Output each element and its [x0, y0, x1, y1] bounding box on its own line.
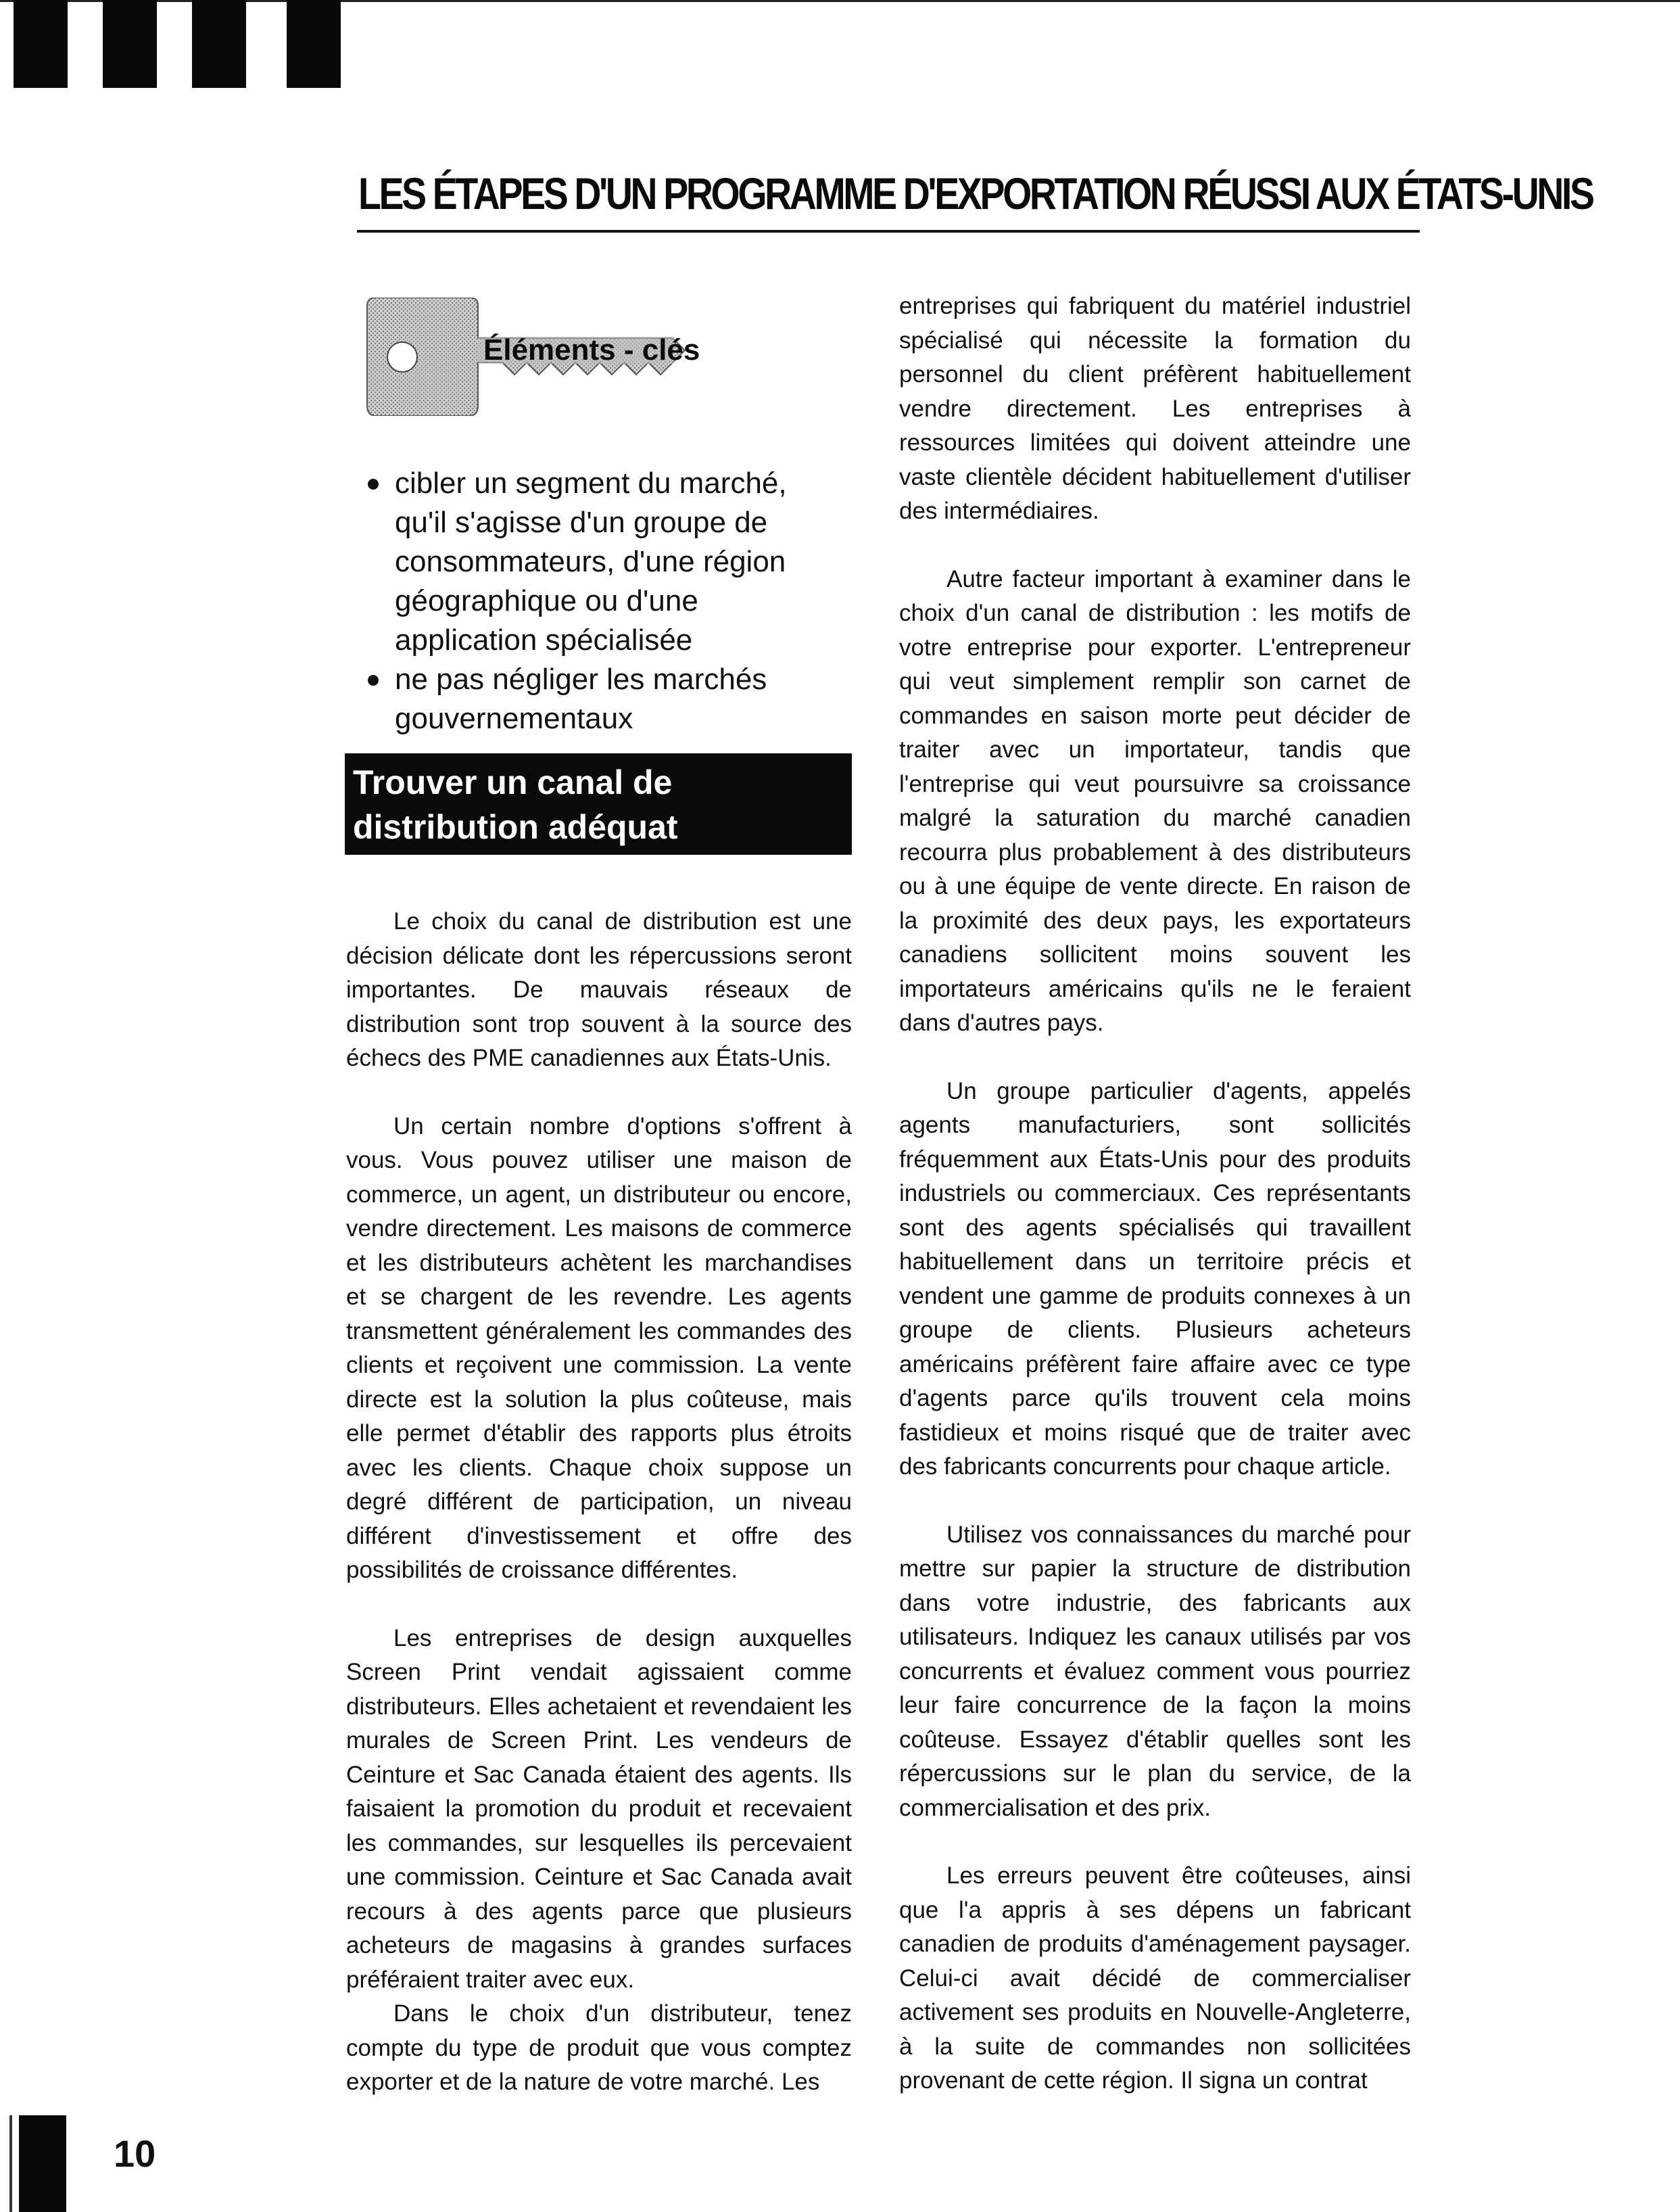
paragraph: entreprises qui fabriquent du matériel industriel spécialisé qui nécessite la formation du personnel du client préfèrent habituellement vendre directement. Les entreprises à ressources limitées qui doivent atteindre une vaste clientèle décident habituellement d'utiliser des intermédiaires.: [899, 293, 1411, 524]
list-item-text: cibler un segment du marché, qu'il s'agisse d'un groupe de consommateurs, d'une région géographique ou d'une application spécialisée: [395, 467, 787, 657]
page-heading: LES ÉTAPES D'UN PROGRAMME D'EXPORTATION RÉUSSI AUX ÉTATS-UNIS: [358, 168, 1593, 218]
list-item: [365, 464, 838, 660]
left-column: [346, 905, 852, 2134]
list-item-text: ne pas négliger les marchés gouvernementaux: [395, 663, 767, 735]
header-tab-block: [192, 0, 246, 88]
paragraph: Le choix du canal de distribution est une décision délicate dont les répercussions seront importantes. De mauvais réseaux de distribution sont trop souvent à la source des échecs des PME canadiennes aux États-Unis.: [346, 908, 852, 1071]
top-rule: [0, 0, 1680, 2]
header-tab-block: [103, 0, 157, 88]
paragraph: Dans le choix d'un distributeur, tenez compte du type de produit que vous comptez exporter et de la nature de votre marché. Les: [346, 2000, 852, 2095]
heading-rule: [357, 230, 1420, 233]
section-title: Trouver un canal de distribution adéquat: [345, 753, 852, 855]
paragraph: Les entreprises de design auxquelles Screen Print vendait agissaient comme distributeurs. Elles achetaient et revendaient les murales de Screen Print. Les vendeurs de Ceinture et Sac Canada étaient des agents. Ils faisaient la promotion du produit et recevaient les commandes, sur lesquelles ils percevaient une commission. Ceinture et Sac Canada avait recours à des agents parce que plusieurs acheteurs de magasins à grandes surfaces préféraient traiter avec eux.: [346, 1624, 852, 1993]
paragraph: Un certain nombre d'options s'offrent à vous. Vous pouvez utiliser une maison de commerce, un agent, un distributeur ou encore, vendre directement. Les maisons de commerce et les distributeurs achètent les marchandises et se chargent de les revendre. Les agents transmettent généralement les commandes des clients et reçoivent une commission. La vente directe est la solution la plus coûteuse, mais elle permet d'établir des rapports plus étroits avec les clients. Chaque choix suppose un degré différent de participation, un niveau différent d'investissement et offre des possibilités de croissance différentes.: [346, 1112, 852, 1583]
paragraph: Autre facteur important à examiner dans le choix d'un canal de distribution : les motifs de votre entreprise pour exporter. L'entrepreneur qui veut simplement remplir son carnet de commandes en saison morte peut décider de traiter avec un importateur, tandis que l'entreprise qui veut poursuivre sa croissance malgré la saturation du marché canadien recourra plus probablement à des distributeurs ou à une équipe de vente directe. En raison de la proximité des deux pays, les exportateurs canadiens sollicitent moins souvent les importateurs américains qu'ils ne le feraient dans d'autres pays.: [899, 565, 1411, 1036]
list-item: [365, 660, 838, 738]
page-number: 10: [114, 2132, 156, 2175]
key-icon: [362, 298, 700, 416]
bullet-dot: [368, 675, 379, 686]
key-badge-label: Éléments - clés: [483, 333, 700, 367]
footer-tab-block: [19, 2115, 66, 2212]
bullet-dot: [368, 479, 379, 490]
right-column: [899, 289, 1411, 2132]
paragraph: Utilisez vos connaissances du marché pour mettre sur papier la structure de distribution dans votre industrie, des fabricants aux utilisateurs. Indiquez les canaux utilisés par vos concurrents et évaluez comment vous pourriez leur faire concurrence de la façon la moins coûteuse. Essayez d'établir quelles sont les répercussions sur le plan du service, de la commercialisation et des prix.: [899, 1521, 1411, 1821]
paragraph: Un groupe particulier d'agents, appelés agents manufacturiers, sont sollicités fréquemment aux États-Unis pour des produits industriels ou commerciaux. Ces représentants sont des agents spécialisés qui travaillent habituellement dans un territoire précis et vendent une gamme de produits connexes à un groupe de clients. Plusieurs acheteurs américains préfèrent faire affaire avec ce type d'agents parce qu'ils trouvent cela moins fastidieux et moins risqué que de traiter avec des fabricants concurrents pour chaque article.: [899, 1077, 1411, 1480]
key-points-list: [365, 464, 838, 738]
header-tab-block: [287, 0, 341, 88]
footer-rule: [9, 2115, 12, 2212]
paragraph: Les erreurs peuvent être coûteuses, ainsi que l'a appris à ses dépens un fabricant canadien de produits d'aménagement paysager. Celui-ci avait décidé de commercialiser activement ses produits en Nouvelle-Angleterre, à la suite de commandes non sollicitées provenant de cette région. Il signa un contrat: [899, 1862, 1411, 2094]
header-tab-block: [14, 0, 68, 88]
